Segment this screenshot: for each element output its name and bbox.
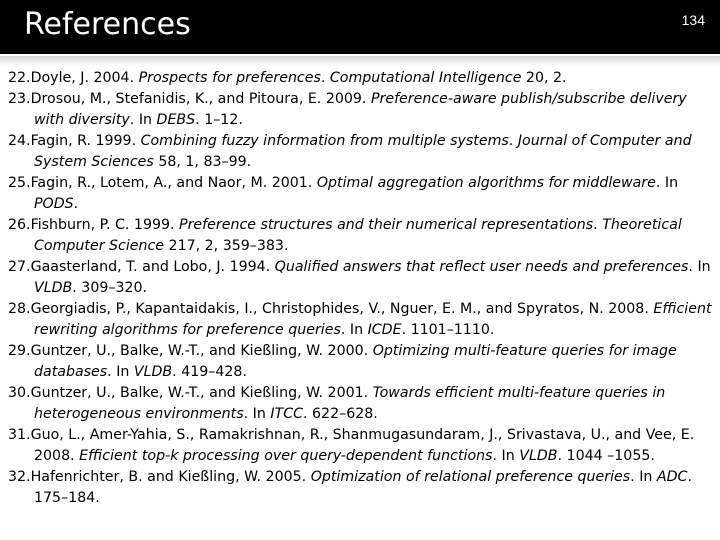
reference-num: 27. [8, 259, 31, 275]
header-divider [0, 56, 720, 66]
reference-post: . 309–320. [72, 280, 148, 296]
reference-num: 26. [8, 217, 31, 233]
reference-ven: VLDB [133, 364, 173, 380]
reference-num: 31. [8, 427, 31, 443]
reference-mid: . In [129, 112, 157, 128]
reference-mid: . In [688, 259, 711, 275]
reference-mid: . In [655, 175, 679, 191]
reference-mid: . In [340, 322, 368, 338]
reference-pre: Hafenrichter, B. and Kießling, W. 2005. [30, 469, 311, 485]
reference-pre: Drosou, M., Stefanidis, K., and Pitoura, E. 2009. [30, 91, 371, 107]
reference-ven: VLDB [34, 280, 73, 296]
reference-item [8, 425, 716, 467]
reference-ven: ITCC [270, 406, 304, 422]
reference-list [8, 68, 716, 509]
reference-ttl: Preference structures and their numerical representations [179, 217, 594, 233]
reference-item [8, 341, 716, 383]
reference-mid: . [593, 217, 603, 233]
reference-pre: Georgiadis, P., Kapantaidakis, I., Christophides, V., Nguer, E. M., and Spyratos, N. 2008. [30, 301, 654, 317]
reference-ttl: Optimization of relational preference queries [310, 469, 631, 485]
reference-mid: . In [630, 469, 657, 485]
reference-item [8, 299, 716, 341]
reference-post: . 419–428. [172, 364, 247, 380]
reference-mid: . [508, 133, 518, 149]
reference-ttl: Qualified answers that reflect user needs and preferences [274, 259, 689, 275]
reference-ven: ICDE [367, 322, 402, 338]
reference-item [8, 68, 716, 89]
reference-num: 22. [8, 70, 31, 86]
reference-item [8, 257, 716, 299]
reference-mid: . In [492, 448, 520, 464]
reference-ttl: Efficient rewriting algorithms for preference queries [34, 301, 712, 338]
reference-post: . 1044 –1055. [557, 448, 655, 464]
reference-num: 23. [8, 91, 31, 107]
reference-ven: Computational Intelligence [329, 70, 522, 86]
reference-ttl: Towards efficient multi-feature queries in heterogeneous environments [34, 385, 666, 422]
slide-title: References [24, 7, 191, 42]
reference-item [8, 89, 716, 131]
reference-num: 24. [8, 133, 31, 149]
reference-pre: Fishburn, P. C. 1999. [30, 217, 180, 233]
reference-pre: Fagin, R., Lotem, A., and Naor, M. 2001. [30, 175, 317, 191]
reference-item [8, 467, 716, 509]
reference-pre: Doyle, J. 2004. [30, 70, 139, 86]
reference-pre: Guo, L., Amer-Yahia, S., Ramakrishnan, R., Shanmugasundaram, J., Srivastava, U., and Vee, E. 2008. [30, 427, 695, 464]
reference-mid: . In [107, 364, 134, 380]
reference-num: 28. [8, 301, 31, 317]
reference-ven: PODS [34, 196, 74, 212]
reference-mid: . [320, 70, 330, 86]
reference-ven: Journal of Computer and System Sciences [34, 133, 692, 170]
reference-item [8, 131, 716, 173]
reference-pre: Gaasterland, T. and Lobo, J. 1994. [30, 259, 275, 275]
reference-num: 25. [8, 175, 31, 191]
reference-ttl: Preference-aware publish/subscribe delivery with diversity [34, 91, 687, 128]
reference-ven: DEBS [156, 112, 196, 128]
reference-ttl: Optimal aggregation algorithms for middleware [316, 175, 656, 191]
reference-post: . [73, 196, 79, 212]
reference-ven: Theoretical Computer Science [34, 217, 682, 254]
reference-pre: Guntzer, U., Balke, W.-T., and Kießling, W. 2000. [30, 343, 373, 359]
reference-item [8, 383, 716, 425]
reference-num: 29. [8, 343, 31, 359]
reference-ttl: Prospects for preferences [138, 70, 321, 86]
reference-item [8, 173, 716, 215]
reference-ttl: Efficient top-k processing over query-dependent functions [79, 448, 493, 464]
reference-post: . 1–12. [195, 112, 243, 128]
reference-ven: ADC [656, 469, 688, 485]
reference-num: 30. [8, 385, 31, 401]
reference-mid: . In [243, 406, 271, 422]
reference-pre: Fagin, R. 1999. [30, 133, 141, 149]
page-number: 134 [681, 12, 705, 28]
reference-ttl: Combining fuzzy information from multiple systems [140, 133, 509, 149]
reference-post: . 1101–1110. [401, 322, 495, 338]
reference-pre: Guntzer, U., Balke, W.-T., and Kießling, W. 2001. [30, 385, 373, 401]
reference-post: . 175–184. [34, 469, 692, 506]
reference-ven: VLDB [519, 448, 558, 464]
reference-post: 20, 2. [521, 70, 567, 86]
reference-post: 217, 2, 359–383. [164, 238, 289, 254]
reference-post: . 622–628. [303, 406, 378, 422]
title-bar [0, 0, 720, 54]
reference-ttl: Optimizing multi-feature queries for image databases [34, 343, 677, 380]
reference-post: 58, 1, 83–99. [153, 154, 252, 170]
reference-num: 32. [8, 469, 31, 485]
reference-item [8, 215, 716, 257]
